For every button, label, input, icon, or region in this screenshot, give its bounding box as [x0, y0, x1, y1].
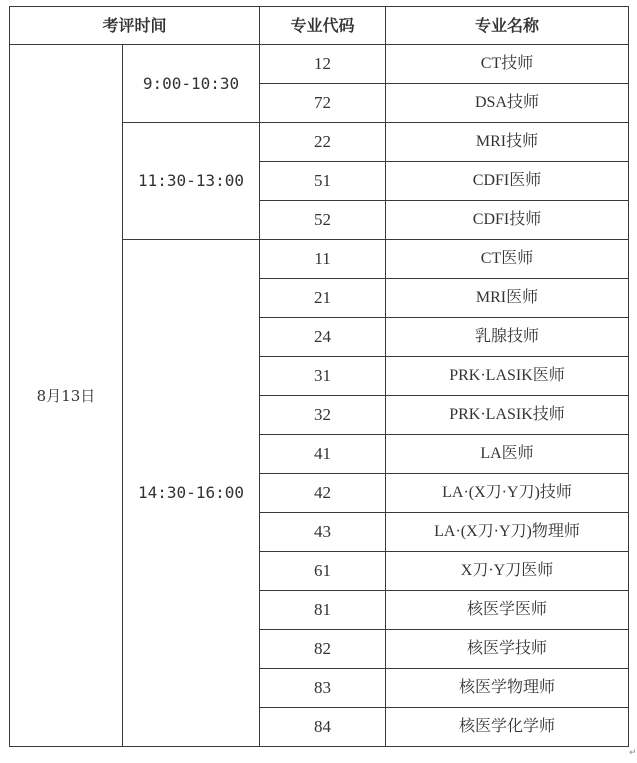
- specialty-name: DSA技师: [386, 84, 629, 123]
- header-specialty-code: 专业代码: [260, 7, 386, 45]
- specialty-code: 41: [260, 435, 386, 474]
- specialty-code: 32: [260, 396, 386, 435]
- specialty-code: 52: [260, 201, 386, 240]
- exam-schedule-table: [9, 6, 629, 747]
- session-time: 9:00-10:30: [123, 45, 260, 123]
- header-row: [10, 7, 629, 45]
- specialty-name: CT技师: [386, 45, 629, 84]
- specialty-name: CT医师: [386, 240, 629, 279]
- specialty-name: PRK·LASIK技师: [386, 396, 629, 435]
- exam-date: 8月13日: [10, 45, 123, 747]
- specialty-code: 61: [260, 552, 386, 591]
- specialty-name: 核医学物理师: [386, 669, 629, 708]
- specialty-name: PRK·LASIK医师: [386, 357, 629, 396]
- header-exam-time: 考评时间: [10, 7, 260, 45]
- session-time: 11:30-13:00: [123, 123, 260, 240]
- specialty-code: 42: [260, 474, 386, 513]
- table-row: [10, 45, 629, 84]
- specialty-code: 21: [260, 279, 386, 318]
- specialty-name: MRI医师: [386, 279, 629, 318]
- specialty-name: 核医学化学师: [386, 708, 629, 747]
- specialty-code: 22: [260, 123, 386, 162]
- specialty-code: 82: [260, 630, 386, 669]
- session-time: 14:30-16:00: [123, 240, 260, 747]
- specialty-name: 核医学技师: [386, 630, 629, 669]
- specialty-code: 24: [260, 318, 386, 357]
- specialty-name: LA·(X刀·Y刀)物理师: [386, 513, 629, 552]
- specialty-code: 81: [260, 591, 386, 630]
- specialty-name: CDFI技师: [386, 201, 629, 240]
- header-specialty-name: 专业名称: [386, 7, 629, 45]
- specialty-name: LA医师: [386, 435, 629, 474]
- specialty-code: 12: [260, 45, 386, 84]
- specialty-code: 11: [260, 240, 386, 279]
- specialty-name: LA·(X刀·Y刀)技师: [386, 474, 629, 513]
- specialty-name: 乳腺技师: [386, 318, 629, 357]
- specialty-code: 31: [260, 357, 386, 396]
- specialty-name: CDFI医师: [386, 162, 629, 201]
- exam-schedule-table-container: [9, 6, 628, 747]
- specialty-code: 51: [260, 162, 386, 201]
- specialty-name: 核医学医师: [386, 591, 629, 630]
- specialty-code: 43: [260, 513, 386, 552]
- specialty-code: 84: [260, 708, 386, 747]
- specialty-code: 72: [260, 84, 386, 123]
- paragraph-mark-icon: ↵: [629, 748, 637, 758]
- specialty-code: 83: [260, 669, 386, 708]
- specialty-name: X刀·Y刀医师: [386, 552, 629, 591]
- specialty-name: MRI技师: [386, 123, 629, 162]
